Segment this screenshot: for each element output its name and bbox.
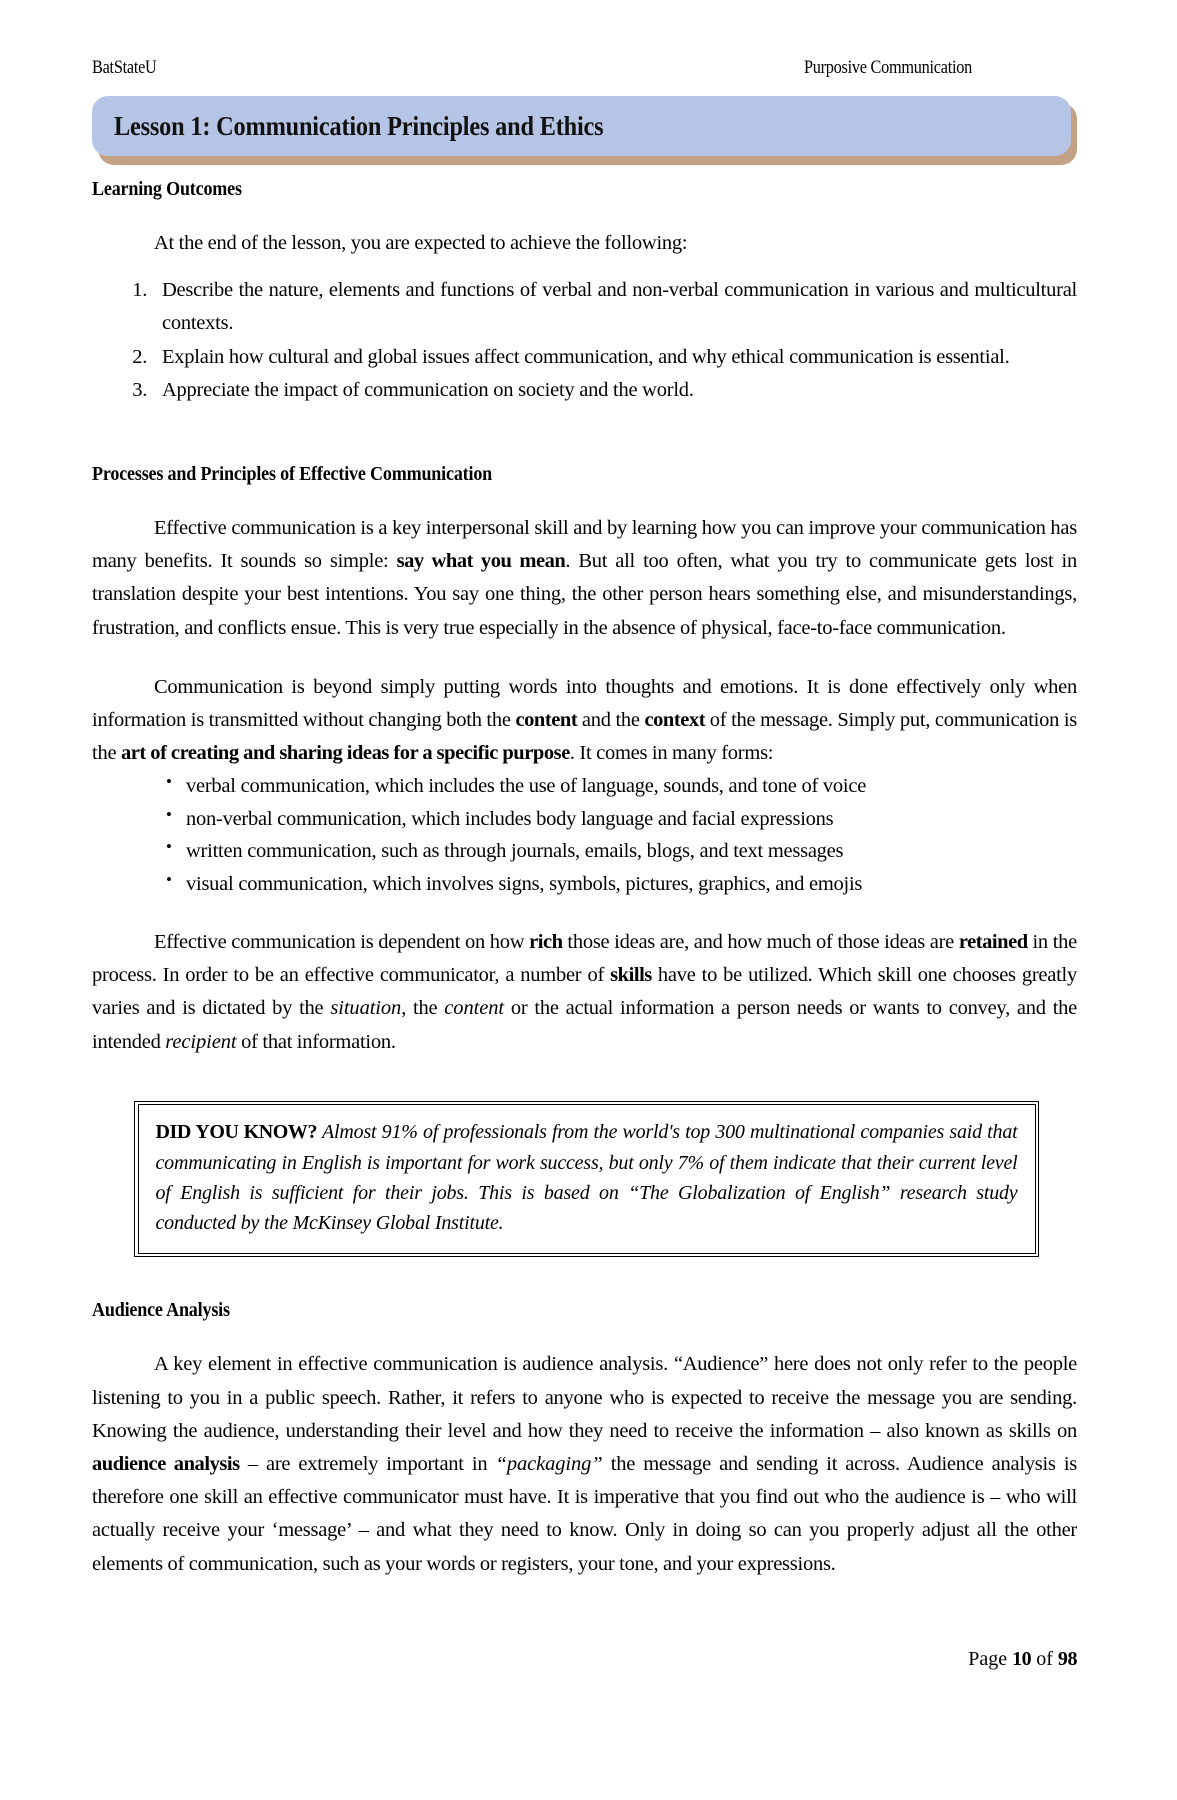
- did-you-know-box: [134, 1101, 1039, 1258]
- text-run: have to be utilized. Which skill one chooses greatly varies and is dictated by the: [92, 964, 1078, 1020]
- text-run: A key element in effective communication is audience analysis. “Audience” here does not only refer to the people listening to you in a public speech. Rather, it refers to anyone who is expected to receive the message you are sending. Knowing the audience, understanding their level and how they need to receive the information – also known as skills on: [92, 1353, 1077, 1442]
- emphasis-recipient: recipient: [165, 1030, 237, 1053]
- text-run: . But all too often, what you try to communicate gets lost in translation despite your best intentions. You say one thing, the other person hears something else, and misunderstandings, frustration, and conflicts ensue. This is very true especially in the absence of physical, face-to-face communication.: [92, 550, 1077, 639]
- header-course-title: Purposive Communication: [803, 58, 972, 78]
- list-item: • written communication, such as through journals, emails, blogs, and text messages: [166, 835, 1077, 867]
- emphasis-retained: retained: [958, 930, 1028, 953]
- emphasis-audience-analysis: audience analysis: [92, 1452, 240, 1475]
- did-you-know-inner-border: [138, 1104, 1036, 1254]
- paragraph-rich-retained-skills: [92, 926, 1077, 1059]
- paragraph-audience-analysis: [92, 1348, 1077, 1580]
- lesson-banner: [92, 96, 1077, 160]
- list-item: 2. Explain how cultural and global issues affect communication, and why ethical communication is essential.: [152, 341, 1077, 374]
- emphasis-skills: skills: [610, 964, 652, 987]
- text-run: Effective communication is a key interpersonal skill and by learning how you can improve your communication has many benefits. It sounds so simple:: [92, 517, 1077, 573]
- text-run: Communication is beyond simply putting words into thoughts and emotions. It is done effectively only when information is transmitted without changing both the: [92, 675, 1077, 732]
- lesson-title: Lesson 1: Communication Principles and Ethics: [114, 110, 604, 141]
- banner-body: [92, 96, 1071, 156]
- page-content: [92, 178, 1077, 1581]
- text-run: and the: [577, 709, 645, 732]
- communication-forms-list: [92, 770, 1077, 900]
- list-item: • verbal communication, which includes the use of language, sounds, and tone of voice: [166, 770, 1077, 802]
- text-run: Effective communication is dependent on how: [154, 930, 530, 953]
- text-run: in the process. In order to be an effective communicator, a number of: [92, 930, 1077, 987]
- paragraph-effective-communication: [92, 512, 1077, 645]
- text-run: – are extremely important in: [239, 1452, 496, 1475]
- text-run: or the actual information a person needs or wants to convey, and the intended: [92, 997, 1078, 1053]
- emphasis-content-italic: content: [444, 997, 504, 1020]
- text-run: . It comes in many forms:: [569, 742, 774, 765]
- heading-processes-principles: Processes and Principles of Effective Communication: [92, 463, 493, 486]
- list-item: 3. Appreciate the impact of communication on society and the world.: [152, 374, 1077, 407]
- emphasis-packaging: “packaging”: [495, 1452, 603, 1475]
- footer-page-prefix: Page: [968, 1648, 1013, 1670]
- emphasis-content: content: [515, 709, 578, 732]
- footer-current-page: 10: [1012, 1648, 1032, 1670]
- list-item: • visual communication, which involves signs, symbols, pictures, graphics, and emojis: [166, 868, 1077, 900]
- heading-learning-outcomes: Learning Outcomes: [92, 178, 242, 200]
- header-institution: BatStateU: [92, 58, 157, 78]
- list-item: • non-verbal communication, which includes body language and facial expressions: [166, 803, 1077, 835]
- emphasis-art-of-creating: art of creating and sharing ideas for a specific purpose: [120, 742, 570, 765]
- learning-outcomes-intro: At the end of the lesson, you are expected to achieve the following:: [154, 232, 688, 254]
- text-run: Almost 91% of professionals from the world's top 300 multinational companies said that communicating in English is important for work success, but only 7% of them indicate that their current level of English is sufficient for their jobs. This is based on “The Globalization of English” research study conducted by the McKinsey Global Institute.: [155, 1121, 1018, 1235]
- text-run: those ideas are, and how much of those ideas are: [562, 930, 959, 953]
- text-run: , the: [401, 997, 445, 1020]
- emphasis-say-what-you-mean: say what you mean: [396, 550, 566, 573]
- text-run: of that information.: [236, 1030, 396, 1053]
- footer-page-middle: of: [1031, 1648, 1058, 1670]
- text-run: the message and sending it across. Audience analysis is therefore one skill an effective communicator must have. It is imperative that you find out who the audience is – who will actually receive your ‘message’ – and what they need to know. Only in doing so can you properly adjust all the other elements of communication, such as your words or registers, your tone, and your expressions.: [92, 1452, 1077, 1575]
- heading-audience-analysis: Audience Analysis: [92, 1299, 230, 1322]
- learning-outcomes-list: [92, 274, 1077, 407]
- page-footer: [92, 1648, 1077, 1671]
- did-you-know-text: [156, 1117, 1018, 1239]
- emphasis-situation: situation: [330, 997, 402, 1020]
- footer-total-pages: 98: [1057, 1648, 1077, 1670]
- paragraph-communication-beyond: [92, 671, 1077, 771]
- emphasis-context: context: [644, 709, 706, 732]
- emphasis-rich: rich: [529, 930, 563, 953]
- did-you-know-label: DID YOU KNOW?: [155, 1121, 318, 1144]
- list-item: 1. Describe the nature, elements and functions of verbal and non-verbal communication in various and multicultural contexts.: [152, 274, 1077, 340]
- text-run: of the message. Simply put, communication is the: [92, 709, 1078, 765]
- running-header: [92, 58, 972, 79]
